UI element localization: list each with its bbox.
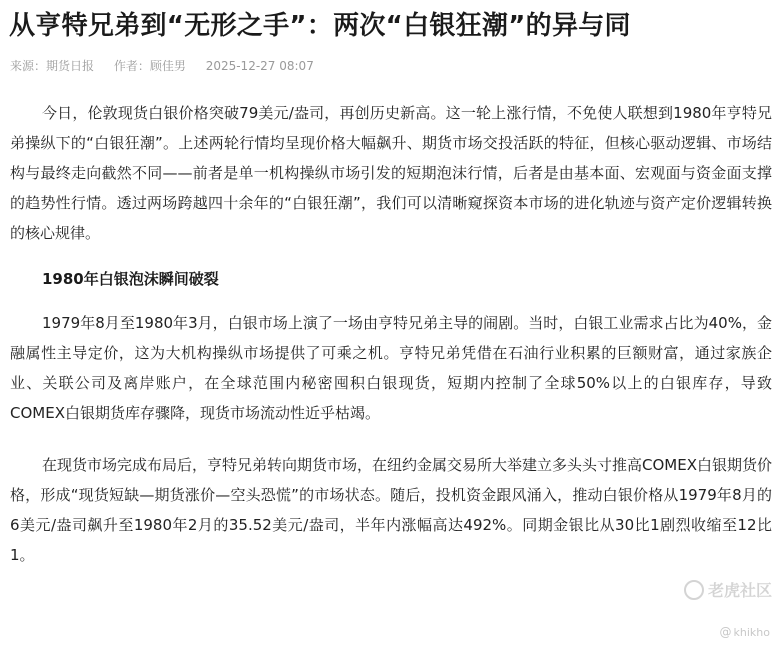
paragraph-intro: 今日，伦敦现货白银价格突破79美元/盎司，再创历史新高。这一轮上涨行情，不免使人联想到1980年亨特兄弟操纵下的“白银狂潮”。上述两轮行情均呈现价格大幅飙升、期货市场交投活跃的特征，但核心驱动逻辑、市场结构与最终走向截然不同——前者是单一机构操纵市场引发的短期泡沫行情，后者是由基本面、宏观面与资金面支撑的趋势性行情。透过两场跨越四十余年的“白银狂潮”，我们可以清晰窥探资本市场的进化轨迹与资产定价逻辑转换的核心规律。 (10, 104, 772, 242)
article-meta (10, 57, 330, 75)
handle-watermark-text: khikho (733, 625, 770, 639)
article-datetime: 2025-12-27 08:07 (205, 59, 314, 73)
paragraph-section-2: 在现货市场完成布局后，亨特兄弟转向期货市场，在纽约金属交易所大举建立多头头寸推高COMEX白银期货价格，形成“现货短缺—期货涨价—空头恐慌”的市场状态。随后，投机资金跟风涌入，推动白银价格从1979年8月的6美元/盎司飙升至1980年2月的35.52美元/盎司，半年内涨幅高达492%。同期金银比从30比1剧烈收缩至12比1。 (10, 456, 772, 564)
paragraph-section-1: 1979年8月至1980年3月，白银市场上演了一场由亨特兄弟主导的闹剧。当时，白银工业需求占比为40%，金融属性主导定价，这为大机构操纵市场提供了可乘之机。亨特兄弟凭借在石油行业积累的巨额财富，通过家族企业、关联公司及离岸账户，在全球范围内秘密囤积白银现货，短期内控制了全球50%以上的白银库存，导致COMEX白银期货库存骤降，现货市场流动性近乎枯竭。 (10, 314, 772, 422)
handle-watermark (720, 625, 770, 639)
article-author: 作者：顾佳男 (113, 59, 186, 73)
section-heading: 1980年白银泡沫瞬间破裂 (42, 270, 219, 288)
article-title: 从亨特兄弟到“无形之手”：两次“白银狂潮”的异与同 (9, 11, 631, 41)
article-source: 来源：期货日报 (10, 59, 95, 73)
brand-watermark (684, 578, 772, 601)
tiger-logo-icon (684, 580, 704, 600)
brand-watermark-text: 老虎社区 (707, 581, 772, 600)
at-icon: @ (719, 625, 732, 639)
article-body (10, 98, 772, 570)
